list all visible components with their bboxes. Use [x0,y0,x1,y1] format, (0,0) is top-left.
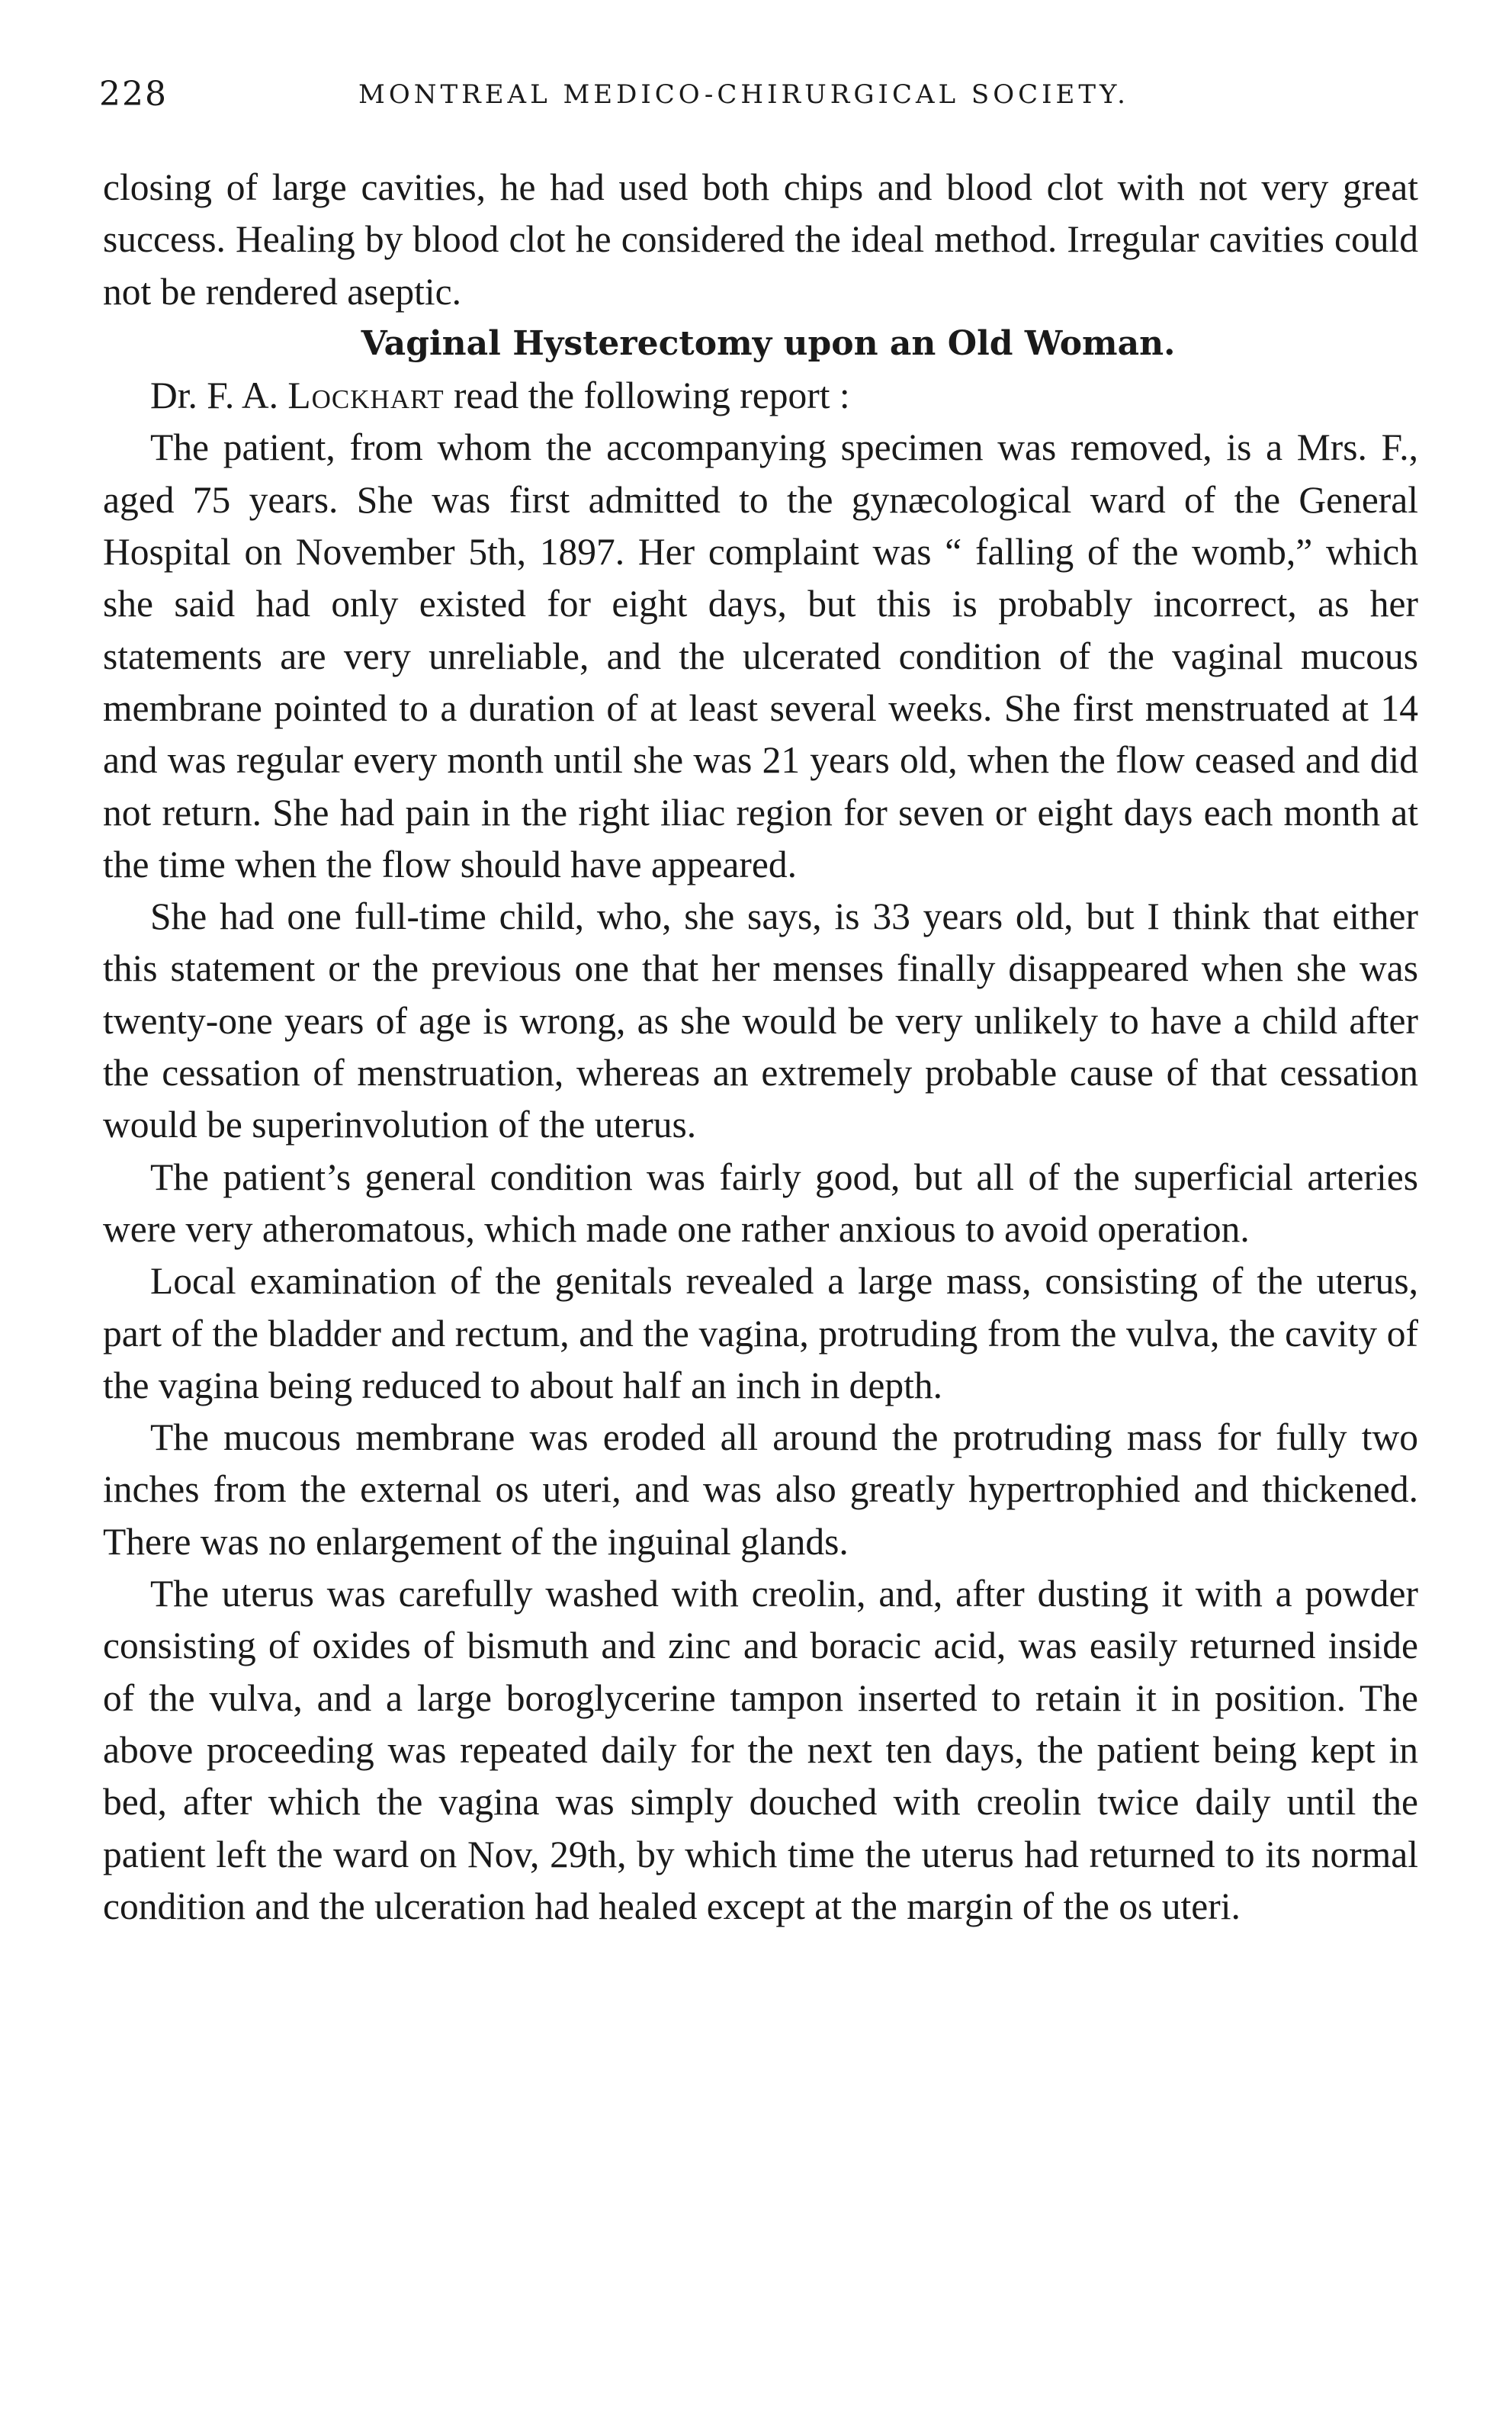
body-text [103,162,1418,1933]
continued-paragraph: closing of large cavities, he had used both chips and blood clot with not very great success. Healing by blood clot he considered the ideal method. Irregular cavities could not be rendered aseptic. [103,166,1418,313]
running-header [99,75,1411,121]
reader-line [103,370,1418,422]
paragraph-local-examination: Local examination of the genitals revealed a large mass, consisting of the uterus, part of the bladder and rectum, and the vagina, protruding from the vulva, the cavity of the vagina being reduced to about half an inch in depth. [103,1260,1418,1406]
section-heading: Vaginal Hysterectomy upon an Old Woman. [361,323,1176,363]
paragraph-patient-history: The patient, from whom the accompanying specimen was removed, is a Mrs. F., aged 75 years. She was first admitted to the gynæcological ward of the General Hospital on November 5th, 1897. Her complaint was “ falling of the womb,” which she said had only existed for eight days, but this is probably incorrect, as her statements are very unreliable, and the ulcerated condition of the vaginal mucous membrane pointed to a duration of at least several weeks. She first menstruated at 14 and was regular every month until she was 21 years old, when the flow ceased and did not return. She had pain in the right iliac region for seven or eight days each month at the time when the flow should have appeared. [103,426,1418,885]
reader-name: Lockhart [287,374,445,417]
paragraph-child: She had one full-time child, who, she says, is 33 years old, but I think that either this statement or the previous one that her menses finally disappeared when she was twenty-one years of age is wrong, as she would be very unlikely to have a child after the cessation of menstruation, whereas an extremely probable cause of that cessation would be superinvolution of the uterus. [103,895,1418,1146]
journal-title: MONTREAL MEDICO-CHIRURGICAL SOCIETY. [358,79,1129,110]
paragraph-treatment: The uterus was carefully washed with creolin, and, after dusting it with a powder consisting of oxides of bismuth and zinc and boracic acid, was easily returned inside of the vulva, and a large boroglycerine tampon inserted to retain it in position. The above proceeding was repeated daily for the next ten days, the patient being kept in bed, after which the vagina was simply douched with creolin twice daily until the patient left the ward on Nov, 29th, by which time the uterus had returned to its normal condition and the ulceration had healed except at the margin of the os uteri. [103,1573,1418,1927]
paragraph-general-condition: The patient’s general condition was fairly good, but all of the superficial arteries were very atheromatous, which made one rather anxious to avoid operation. [103,1155,1418,1250]
page-number: 228 [99,75,168,114]
reader-prefix: Dr. F. A. [150,374,278,417]
paragraph-mucous-membrane: The mucous membrane was eroded all around the protruding mass for fully two inches from the external os uteri, and was also greatly hypertrophied and thickened. There was no enlargement of the inguinal glands. [103,1416,1418,1563]
reader-suffix: read the following report : [454,374,850,417]
